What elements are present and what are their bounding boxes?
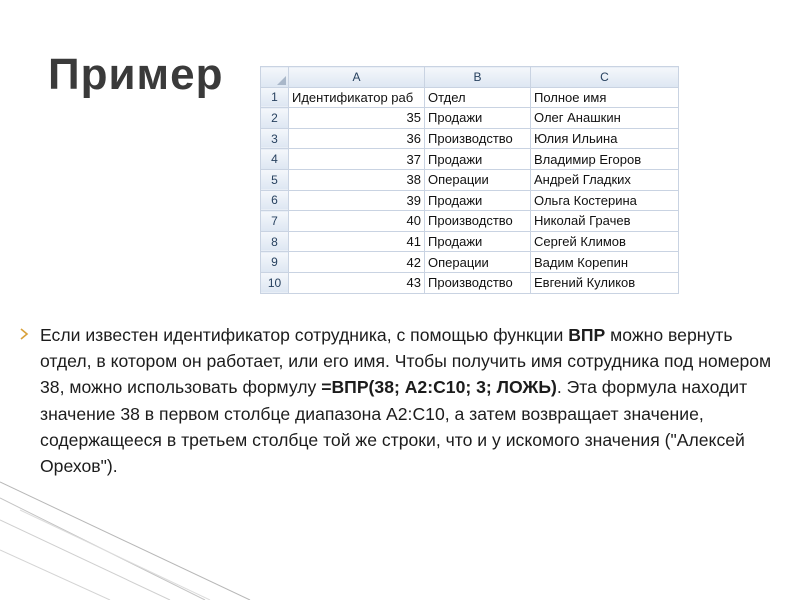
slide-title: Пример	[48, 50, 224, 99]
row-number: 1	[261, 87, 289, 108]
cell-c: Евгений Куликов	[531, 272, 679, 293]
body-paragraph	[18, 322, 788, 479]
cell-a: 36	[289, 128, 425, 149]
cell-b: Операции	[425, 252, 531, 273]
cell-a: 38	[289, 169, 425, 190]
row-number: 4	[261, 149, 289, 170]
cell-c: Полное имя	[531, 87, 679, 108]
table-row	[261, 211, 679, 232]
column-header-a: A	[289, 67, 425, 88]
row-number: 10	[261, 272, 289, 293]
row-number: 8	[261, 231, 289, 252]
cell-b: Продажи	[425, 231, 531, 252]
paragraph-part-1: Если известен идентификатор сотрудника, с помощью функции	[40, 325, 569, 345]
cell-b: Производство	[425, 272, 531, 293]
function-name: ВПР	[568, 325, 606, 345]
table-row	[261, 87, 679, 108]
formula-text: =ВПР(38; A2:C10; 3; ЛОЖЬ)	[321, 377, 557, 398]
row-number: 7	[261, 211, 289, 232]
cell-c: Ольга Костерина	[531, 190, 679, 211]
cell-b: Отдел	[425, 87, 531, 108]
cell-c: Сергей Климов	[531, 231, 679, 252]
table-row	[261, 169, 679, 190]
paragraph-part-2: можно вернуть отдел, в котором он работает, или его имя. Чтобы получить имя сотрудника под номером 38, можно использовать формулу	[40, 325, 772, 398]
table-row	[261, 149, 679, 170]
row-number: 2	[261, 108, 289, 129]
cell-b: Продажи	[425, 149, 531, 170]
decorative-lines	[0, 480, 800, 600]
paragraph-text	[40, 322, 788, 479]
cell-a: 39	[289, 190, 425, 211]
row-number: 5	[261, 169, 289, 190]
cell-b: Продажи	[425, 190, 531, 211]
cell-b: Продажи	[425, 108, 531, 129]
cell-a: 37	[289, 149, 425, 170]
table-row	[261, 108, 679, 129]
cell-a: 42	[289, 252, 425, 273]
cell-c: Владимир Егоров	[531, 149, 679, 170]
cell-b: Производство	[425, 128, 531, 149]
cell-c: Николай Грачев	[531, 211, 679, 232]
paragraph-part-3: . Эта формула находит значение 38 в первом столбце диапазона A2:C10, а затем возвращает значение, содержащееся в третьем столбце той же строки, что и у искомого значения ("Алексей Орехов").	[40, 377, 748, 477]
table-row	[261, 272, 679, 293]
cell-c: Олег Анашкин	[531, 108, 679, 129]
column-header-row	[261, 67, 679, 88]
table-row	[261, 252, 679, 273]
cell-c: Юлия Ильина	[531, 128, 679, 149]
cell-a: 35	[289, 108, 425, 129]
cell-a: Идентификатор раб	[289, 87, 425, 108]
cell-b: Операции	[425, 169, 531, 190]
spreadsheet-image	[260, 66, 679, 294]
cell-a: 40	[289, 211, 425, 232]
table-row	[261, 231, 679, 252]
column-header-b: B	[425, 67, 531, 88]
cell-b: Производство	[425, 211, 531, 232]
row-number: 3	[261, 128, 289, 149]
cell-a: 41	[289, 231, 425, 252]
row-number: 9	[261, 252, 289, 273]
cell-c: Андрей Гладких	[531, 169, 679, 190]
table-row	[261, 128, 679, 149]
column-header-c: C	[531, 67, 679, 88]
cell-a: 43	[289, 272, 425, 293]
cell-c: Вадим Корепин	[531, 252, 679, 273]
table-row	[261, 190, 679, 211]
select-all-corner	[261, 67, 289, 88]
bullet-arrow-icon	[18, 328, 30, 340]
row-number: 6	[261, 190, 289, 211]
